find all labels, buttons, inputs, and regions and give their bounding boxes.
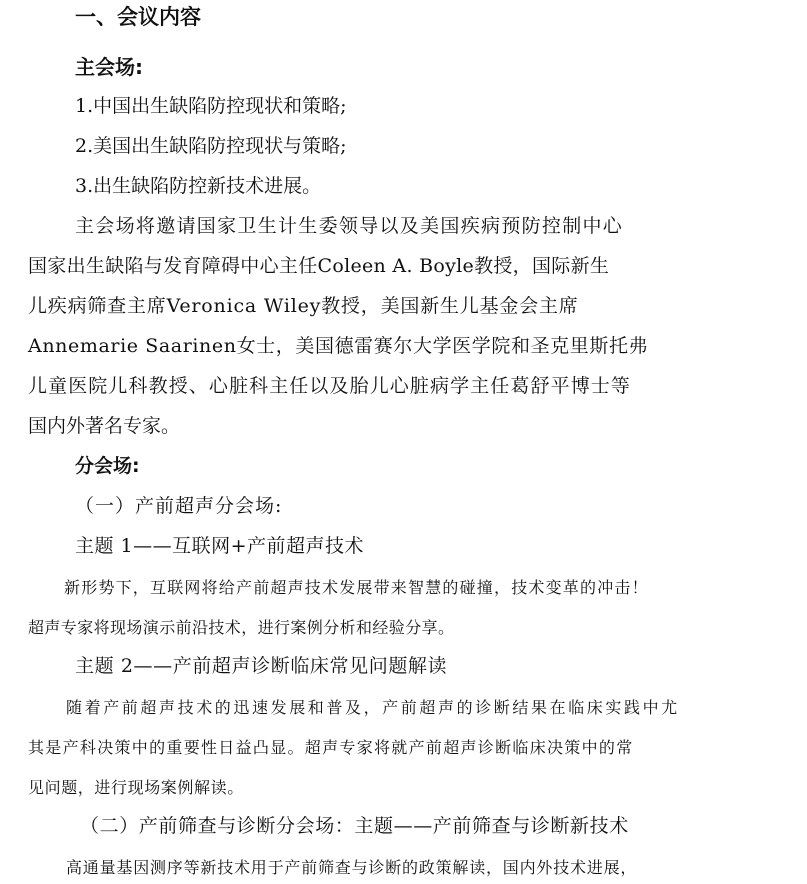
topic-1-description-line: 超声专家将现场演示前沿技术，进行案例分析和经验分享。 xyxy=(28,618,455,637)
main-venue-item-2: 2.美国出生缺陷防控现状与策略; xyxy=(75,135,347,157)
topic-title-1: 主题 1——互联网+产前超声技术 xyxy=(75,535,365,557)
sub-venues-label: 分会场: xyxy=(75,455,140,477)
main-venue-paragraph-line: 国家出生缺陷与发育障碍中心主任Coleen A. Boyle教授，国际新生 xyxy=(28,255,610,277)
main-venue-paragraph-line: Annemarie Saarinen女士，美国德雷赛尔大学医学院和圣克里斯托弗 xyxy=(28,335,649,357)
main-venue-item-3: 3.出生缺陷防控新技术进展。 xyxy=(75,175,322,197)
main-venue-label: 主会场: xyxy=(75,55,143,79)
main-venue-item-1: 1.中国出生缺陷防控现状和策略; xyxy=(75,95,347,117)
topic-title-2: 主题 2——产前超声诊断临床常见问题解读 xyxy=(75,655,448,677)
topic-2-description-line: 随着产前超声技术的迅速发展和普及，产前超声的诊断结果在临床实践中尤 xyxy=(66,698,680,717)
main-venue-paragraph-line: 主会场将邀请国家卫生计生委领导以及美国疾病预防控制中心 xyxy=(75,215,624,237)
topic-2-description-line: 其是产科决策中的重要性日益凸显。超声专家将就产前超声诊断临床决策中的常 xyxy=(28,738,634,757)
main-venue-paragraph-line: 儿疾病筛查主席Veronica Wiley教授，美国新生儿基金会主席 xyxy=(28,295,579,317)
topic-1-description-line: 新形势下，互联网将给产前超声技术发展带来智慧的碰撞，技术变革的冲击！ xyxy=(64,578,649,597)
session-title-ultrasound: （一）产前超声分会场: xyxy=(75,495,283,517)
topic-2-description-line: 见问题，进行现场案例解读。 xyxy=(28,778,244,797)
section-heading: 一、会议内容 xyxy=(75,4,201,29)
session-title-screening: （二）产前筛查与诊断分会场：主题——产前筛查与诊断新技术 xyxy=(80,815,629,837)
main-venue-paragraph-line: 国内外著名专家。 xyxy=(28,415,181,437)
main-venue-paragraph-line: 儿童医院儿科教授、心脏科主任以及胎儿心脏病学主任葛舒平博士等 xyxy=(28,375,632,397)
session-2-description-line: 高通量基因测序等新技术用于产前筛查与诊断的政策解读，国内外技术进展， xyxy=(66,858,638,877)
